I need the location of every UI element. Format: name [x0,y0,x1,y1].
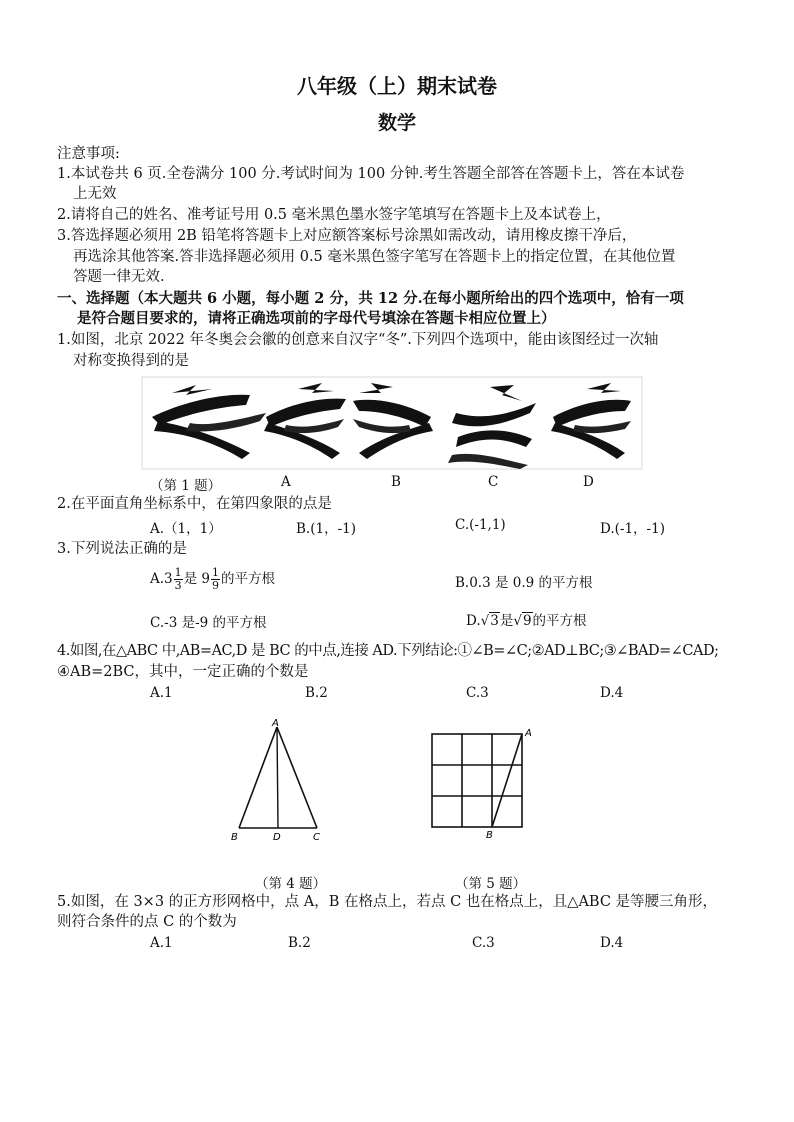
fraction [174,567,183,592]
option-b: B.2 [305,685,328,701]
question-1-stem: 1.如图，北京 2022 年冬奥会会徽的创意来自汉字“冬”.下列四个选项中，能由该图经过一次轴 [57,332,659,348]
question-5-stem: 5.如图，在 3×3 的正方形网格中，点 A，B 在格点上，若点 C 也在格点上，且△ABC 是等腰三角形， [57,894,718,910]
option-b: B.(1，-1) [296,521,356,537]
section-heading: 一、选择题（本大题共 6 小题，每小题 2 分，共 12 分.在每小题所给出的四个选项中，恰有一项 [57,290,684,307]
figure-4-triangle [225,715,335,845]
question-3-stem: 3.下列说法正确的是 [57,541,187,557]
question-4-stem: ④AB=2BC，其中，一定正确的个数是 [57,664,309,680]
sqrt-icon: √ [480,613,490,629]
question-4-stem: 4.如图,在△ABC 中,AB=AC,D 是 BC 的中点,连接 AD.下列结论:①∠B=∠C;②AD⊥BC;③∠BAD=∠CAD; [57,643,719,659]
segment-ad [277,727,278,828]
option-d: D.4 [600,935,624,951]
point-label-d: D [273,832,281,843]
option-label-c: C [488,474,499,490]
option-label-d: D [583,474,594,490]
note-line: 上无效 [73,186,117,202]
emblem-option-b [353,383,433,459]
emblem-option-c [448,385,536,469]
section-heading: 是符合题目要求的，请将正确选项前的字母代号填涂在答题卡相应位置上） [77,310,556,327]
option-label-a: A [281,474,291,490]
vertex-label-b: B [231,832,238,843]
option-b: B.2 [288,935,311,951]
note-line: 1.本试卷共 6 页.全卷满分 100 分.考试时间为 100 分钟.考生答题全部答在答题卡上，答在本试卷 [57,166,685,182]
olympic-emblem-figures [140,375,650,475]
vertex-label-c: C [313,832,320,843]
option-label-b: B [391,474,401,490]
emblem-option-d [551,383,631,459]
fraction-denominator: 3 [174,579,182,592]
exam-title: 八年级（上）期末试卷 [297,74,497,98]
option-d: D.4 [600,685,624,701]
segment-ab [492,734,522,827]
fraction [211,567,220,592]
question-1-stem: 对称变换得到的是 [73,353,189,369]
option-a: A.1 [150,685,173,701]
point-label-b: B [486,830,493,841]
option-d [466,609,587,629]
option-a-suffix: 的平方根 [221,571,276,587]
figure-caption: （第 5 题） [455,876,527,892]
option-d-suffix: 的平方根 [532,613,587,629]
option-b: B.0.3 是 0.9 的平方根 [455,575,593,591]
option-a [150,566,275,592]
point-label-a: A [525,728,532,739]
emblem-original [152,385,266,459]
notes-heading: 注意事项: [57,146,120,162]
option-a-mid: 是 9 [183,571,211,587]
question-5-stem: 则符合条件的点 C 的个数为 [57,914,237,930]
option-a: A.（1，1） [150,521,222,537]
note-line: 再选涂其他答案.答非选择题必须用 0.5 毫米黑色签字笔写在答题卡上的指定位置，在其他位置 [73,249,676,265]
option-c: C.(-1,1) [455,517,506,533]
option-d-prefix: D. [466,613,481,629]
option-a-prefix: A.3 [150,571,173,587]
radicand: 9 [522,613,532,629]
grid-lines [432,734,522,827]
option-c: C.3 [466,685,489,701]
fraction-numerator: 1 [174,566,182,579]
option-c: C.3 [472,935,495,951]
option-a: A.1 [150,935,173,951]
radicand: 3 [490,613,499,629]
note-line: 3.答选择题必须用 2B 铅笔将答题卡上对应额答案标号涂黑如需改动，请用橡皮擦干净后， [57,228,637,244]
fraction-denominator: 9 [212,579,220,592]
figure-caption: （第 4 题） [255,876,327,892]
fraction-numerator: 1 [212,566,220,579]
sqrt-icon: √ [513,613,522,629]
note-line: 2.请将自己的姓名、准考证号用 0.5 毫米黑色墨水签字笔填写在答题卡上及本试卷上， [57,207,611,223]
option-d-mid: 是 [499,613,514,629]
figure-caption: （第 1 题） [150,478,222,494]
subject-title: 数学 [377,112,416,134]
note-line: 答题一律无效. [73,269,165,285]
option-c: C.-3 是-9 的平方根 [150,615,267,631]
side-ab [239,727,277,828]
figure-5-grid [420,722,545,842]
option-d: D.(-1，-1) [600,521,665,537]
vertex-label-a: A [272,718,279,729]
question-2-stem: 2.在平面直角坐标系中，在第四象限的点是 [57,496,332,512]
side-ac [277,727,317,828]
emblem-option-a [264,383,346,459]
